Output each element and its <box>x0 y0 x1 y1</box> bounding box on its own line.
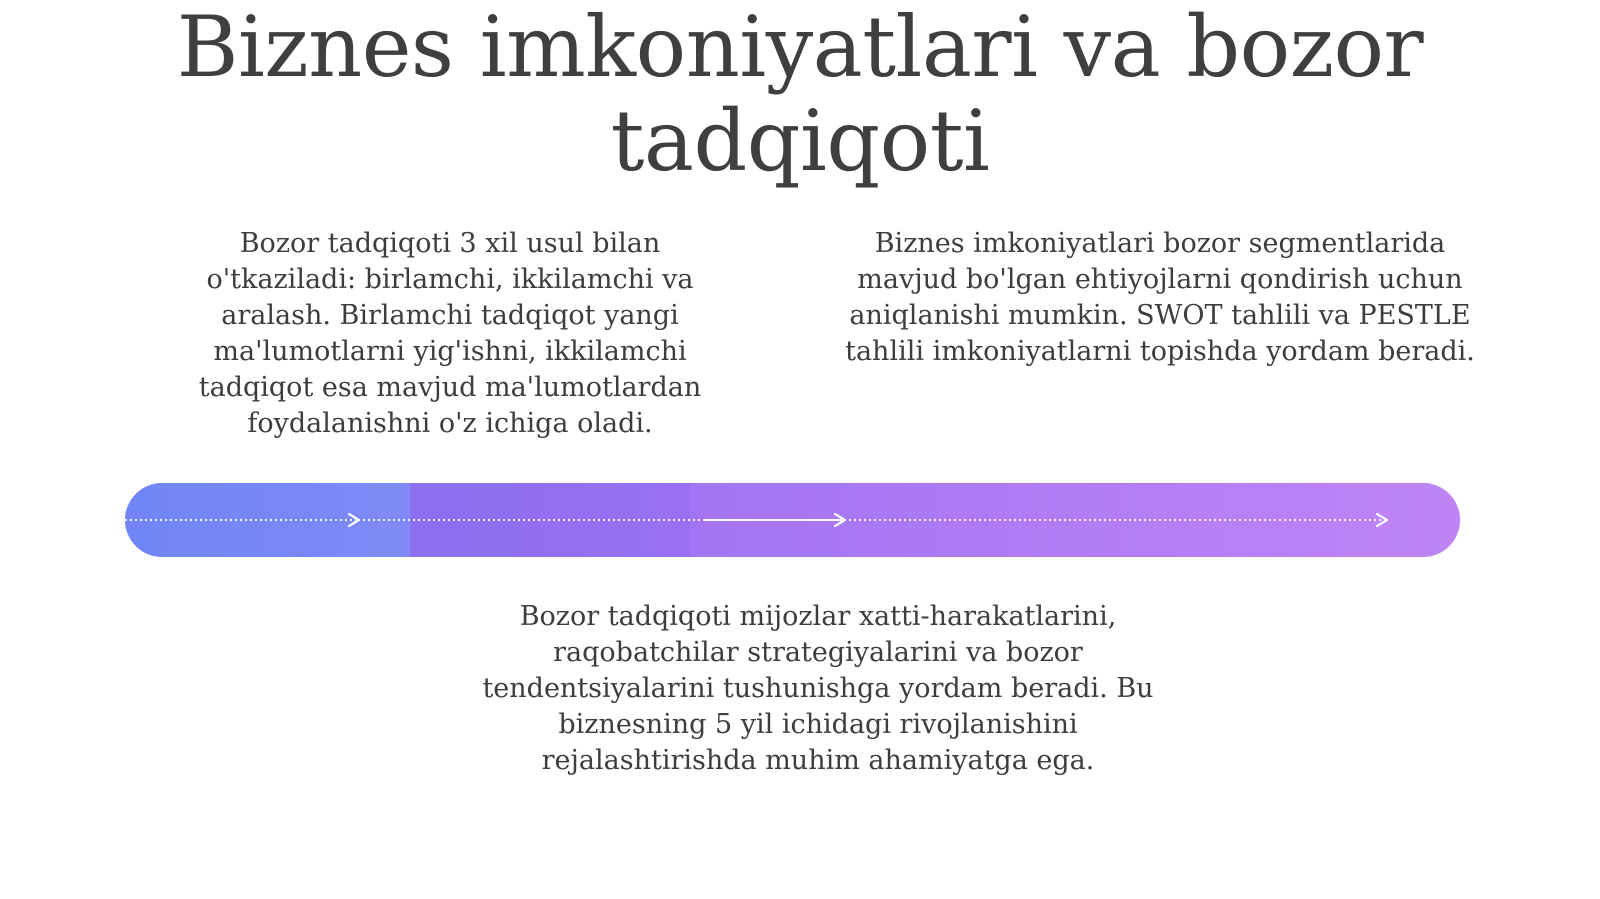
text-block-business-opportunities: Biznes imkoniyatlari bozor segmentlarida mavjud bo'lgan ehtiyojlarni qondirish uchun aniqlanishi mumkin. SWOT tahlili va PESTLE tahlili imkoniyatlarni topishda yordam beradi. <box>845 228 1475 367</box>
text-block-market-research-benefits: Bozor tadqiqoti mijozlar xatti-harakatlarini, raqobatchilar strategiyalarini va bozor tendentsiyalarini tushunishga yordam beradi. Bu biznesning 5 yil ichidagi rivojlanishini rejalashtirishda muhim ahamiyatga ega. <box>482 601 1154 776</box>
timeline-arrows <box>125 483 1460 557</box>
slide-title: Biznes imkoniyatlari va bozor tadqiqoti <box>176 0 1424 190</box>
text-block-research-methods: Bozor tadqiqoti 3 xil usul bilan o'tkaziladi: birlamchi, ikkilamchi va aralash. Birlamchi tadqiqot yangi ma'lumotlarni yig'ishni, ikkilamchi tadqiqot esa mavjud ma'lumotlardan foydalanishni o'z ichiga oladi. <box>198 228 702 439</box>
timeline-bar <box>125 483 1460 557</box>
arrow-right-icon <box>1377 514 1387 526</box>
